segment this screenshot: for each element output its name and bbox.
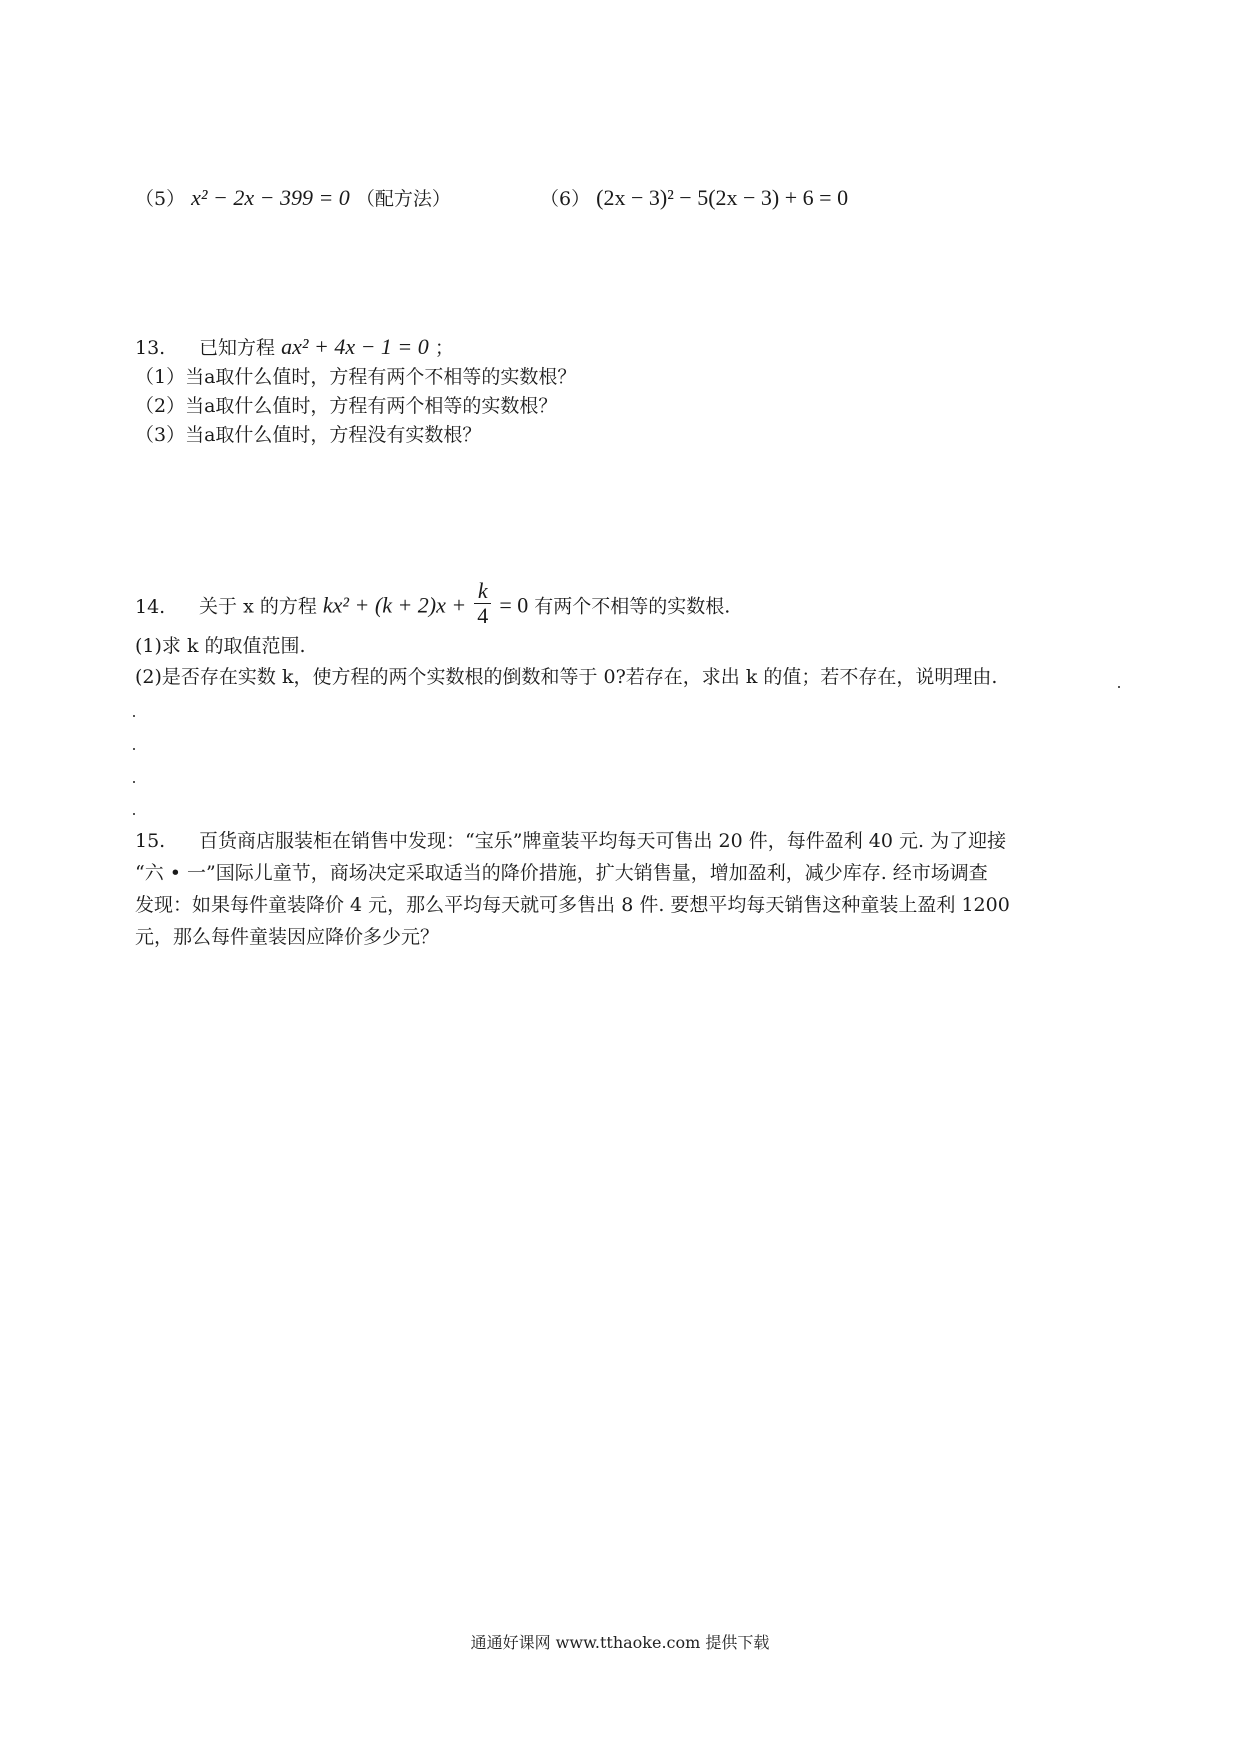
problem-15-line-1: [135, 828, 1006, 854]
problem-14-intro-end: 有两个不相等的实数根.: [534, 595, 731, 618]
fraction-numerator: k: [474, 579, 491, 604]
problem-15-line-4: 元，那么每件童装因应降价多少元？: [135, 926, 440, 948]
scan-dot: [133, 748, 135, 750]
item-6-equation: (2x − 3)² − 5(2x − 3) + 6 = 0: [596, 185, 849, 210]
scan-dot: [133, 715, 135, 717]
problem-13-question-1: （1）当a取什么值时，方程有两个不相等的实数根？: [135, 366, 577, 388]
problem-13-intro: 已知方程: [199, 337, 276, 359]
item-5-method: （配方法）: [355, 188, 451, 210]
problem-14-number: 14.: [135, 595, 166, 618]
scan-dot: [1118, 686, 1120, 688]
problem-15-line-2: “六 • 一”国际儿童节，商场决定采取适当的降价措施，扩大销售量，增加盈利，减少库存. 经市场调查: [135, 862, 988, 884]
problem-14-question-2: (2)是否存在实数 k，使方程的两个实数根的倒数和等于 0?若存在，求出 k 的值；若不存在，说明理由.: [135, 666, 998, 688]
scan-dot: [133, 813, 135, 815]
fraction-denominator: 4: [477, 603, 489, 628]
problem-14-equation-left: kx² + (k + 2)x +: [322, 592, 467, 618]
problem-12-item-6: [540, 185, 848, 212]
problem-15-line-3: 发现：如果每件童装降价 4 元，那么平均每天就可多售出 8 件. 要想平均每天销售这种童装上盈利 1200: [135, 894, 1010, 916]
problem-15-number: 15.: [135, 830, 166, 852]
problem-14-equation-right: = 0: [499, 592, 529, 618]
problem-13-number: 13.: [135, 337, 166, 359]
item-5-label: （5）: [135, 188, 186, 210]
problem-14-question-1: (1)求 k 的取值范围.: [135, 635, 306, 657]
problem-13-question-2: （2）当a取什么值时，方程有两个相等的实数根？: [135, 395, 558, 417]
problem-13-intro-end: ；: [434, 337, 454, 359]
footer-credit: 通通好课网 www.tthaoke.com 提供下载: [470, 1633, 770, 1652]
problem-12-item-5: [135, 185, 451, 212]
problem-14-header: [135, 578, 731, 632]
item-5-equation: x² − 2x − 399 = 0: [191, 185, 350, 210]
scan-dot: [133, 781, 135, 783]
problem-15-text-1: 百货商店服装柜在销售中发现：“宝乐”牌童装平均每天可售出 20 件，每件盈利 40 元. 为了迎接: [199, 830, 1007, 852]
problem-13-equation: ax² + 4x − 1 = 0: [281, 334, 429, 359]
problem-14-intro: 关于 x 的方程: [199, 595, 317, 618]
problem-13-question-3: （3）当a取什么值时，方程没有实数根？: [135, 424, 482, 446]
item-6-label: （6）: [540, 188, 591, 210]
problem-14-fraction: [474, 579, 491, 628]
problem-13-header: [135, 334, 454, 361]
